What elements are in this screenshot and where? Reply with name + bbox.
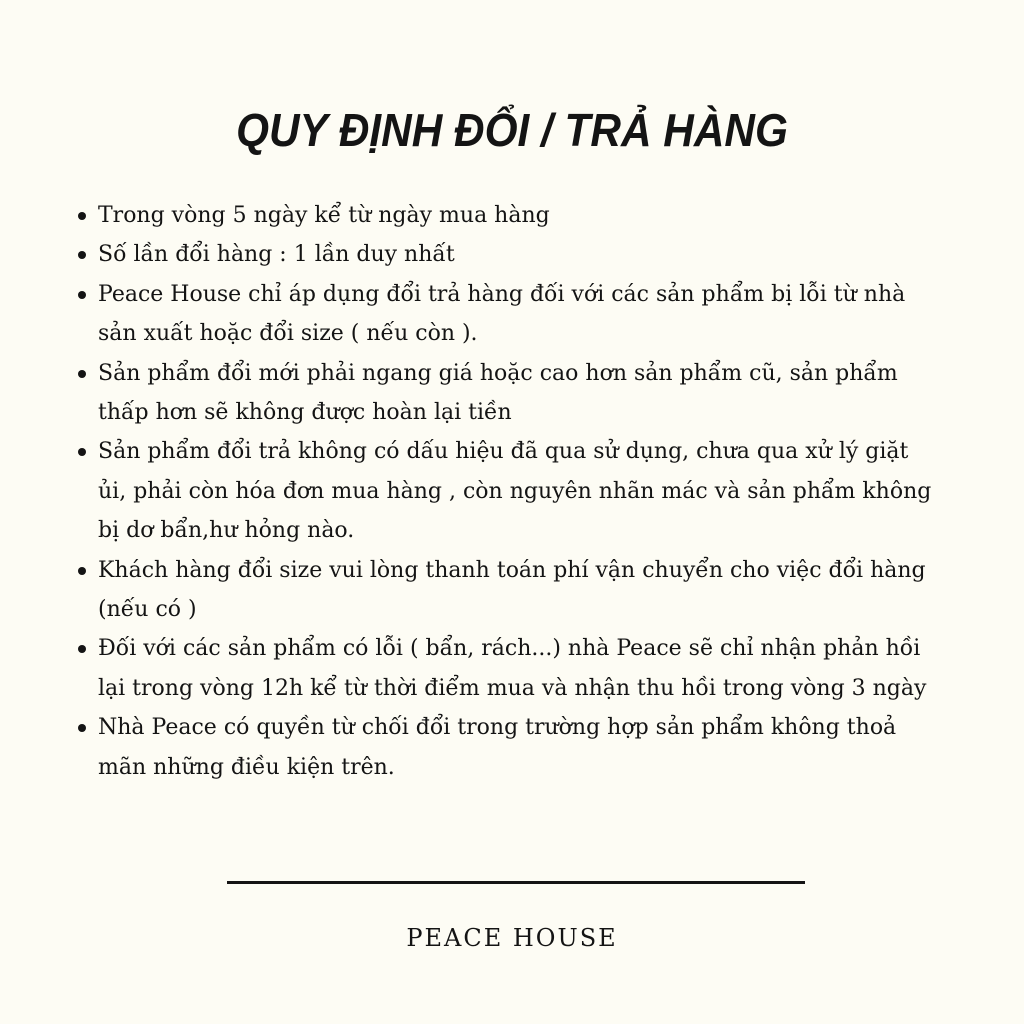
policy-item: Peace House chỉ áp dụng đổi trả hàng đối với các sản phẩm bị lỗi từ nhà sản xuất hoặc đổi size ( nếu còn ).	[76, 275, 936, 354]
brand-name: PEACE HOUSE	[406, 924, 618, 952]
policy-item: Sản phẩm đổi mới phải ngang giá hoặc cao hơn sản phẩm cũ, sản phẩm thấp hơn sẽ không được hoàn lại tiền	[76, 354, 936, 433]
policy-item: Trong vòng 5 ngày kể từ ngày mua hàng	[76, 196, 936, 235]
divider-line	[227, 881, 805, 884]
page-title: QUY ĐỊNH ĐỔI / TRẢ HÀNG	[236, 104, 788, 156]
policy-item: Đối với các sản phẩm có lỗi ( bẩn, rách...) nhà Peace sẽ chỉ nhận phản hồi lại trong vòng 12h kể từ thời điểm mua và nhận thu hồi trong vòng 3 ngày	[76, 629, 936, 708]
policy-item: Khách hàng đổi size vui lòng thanh toán phí vận chuyển cho việc đổi hàng (nếu có )	[76, 551, 936, 630]
policy-item: Nhà Peace có quyền từ chối đổi trong trường hợp sản phẩm không thoả mãn những điều kiện trên.	[76, 708, 936, 787]
policy-list	[76, 196, 936, 787]
policy-item: Số lần đổi hàng : 1 lần duy nhất	[76, 235, 936, 274]
policy-item: Sản phẩm đổi trả không có dấu hiệu đã qua sử dụng, chưa qua xử lý giặt ủi, phải còn hóa đơn mua hàng , còn nguyên nhãn mác và sản phẩm không bị dơ bẩn,hư hỏng nào.	[76, 432, 936, 550]
